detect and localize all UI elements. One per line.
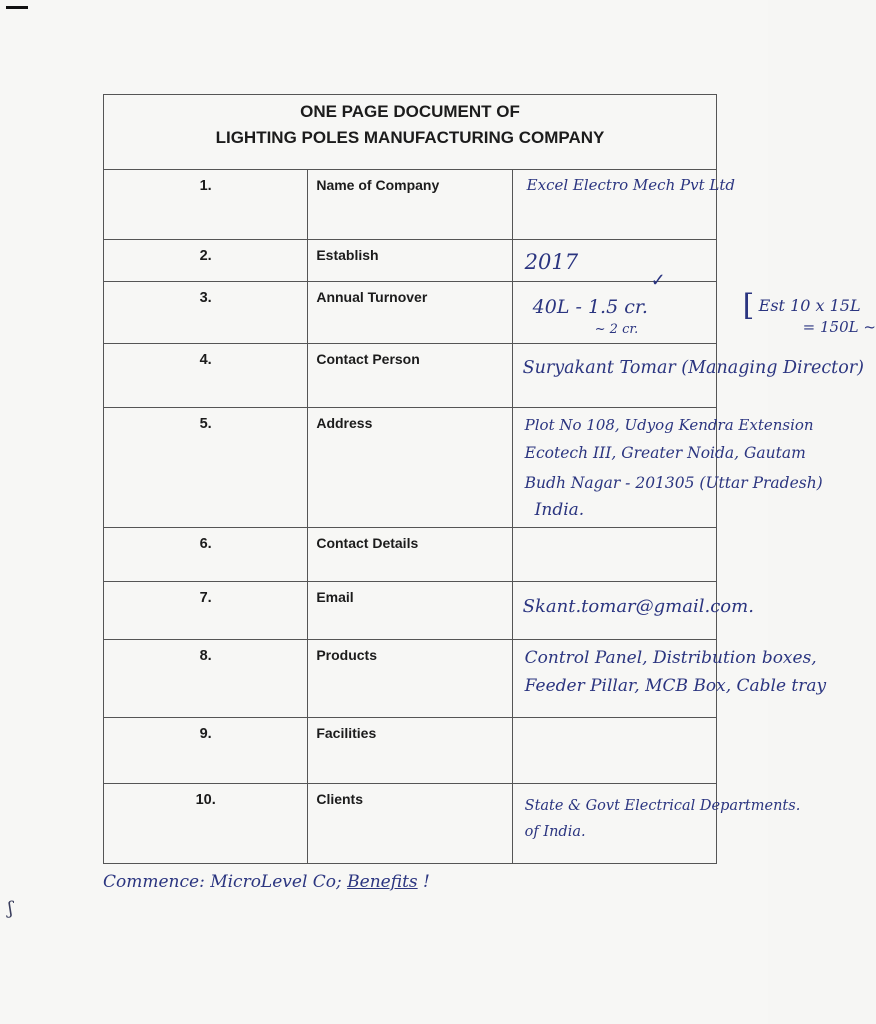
clients-value [512,784,801,864]
address-line: Ecotech III, Greater Noida, Gautam [524,444,806,462]
bracket-icon: [ [742,288,755,323]
row-number: 7. [104,582,308,640]
row-label: Facilities [308,718,512,784]
benefits-text: Benefits [347,872,418,892]
address-line: Budh Nagar - 201305 (Uttar Pradesh) [524,474,823,492]
row-label: Clients [308,784,512,864]
estimate-note-line-2: = 150L ~ [802,318,876,336]
row-number: 5. [104,408,308,528]
establish-year-text: 2017 [524,250,579,274]
table-row [104,784,717,864]
commence-note-text: Commence: MicroLevel Co; [103,872,342,892]
turnover-text: 40L - 1.5 cr. [532,296,648,318]
company-name-value [512,170,735,240]
facilities-value [512,718,716,784]
row-number: 2. [104,240,308,282]
turnover-value [512,270,876,344]
row-number: 9. [104,718,308,784]
clients-line: of India. [524,824,586,840]
company-name-text: Excel Electro Mech Pvt Ltd [526,176,735,194]
show-through-text [519,176,523,193]
table-row [104,528,717,582]
row-number: 8. [104,640,308,718]
row-label: Establish [308,240,512,282]
table-row [104,640,717,718]
table-row [104,344,717,408]
row-label: Contact Details [308,528,512,582]
table-row [104,240,717,282]
row-label: Email [308,582,512,640]
table-row [104,170,717,240]
document-title [104,95,717,170]
title-line-2: LIGHTING POLES MANUFACTURING COMPANY [215,128,605,147]
address-value [512,408,823,528]
scan-corner-mark [6,6,28,9]
title-line-1: ONE PAGE DOCUMENT OF [300,102,520,121]
clients-line: State & Govt Electrical Departments. [524,798,801,814]
contact-details-value [512,528,716,582]
row-label: Products [308,640,512,718]
email-value [512,582,754,640]
establish-value [512,240,716,282]
turnover-text-line2: ~ 2 cr. [594,322,639,337]
table-row [104,582,717,640]
products-line: Control Panel, Distribution boxes, [524,648,817,668]
estimate-note-line-1: Est 10 x 15L [758,296,861,315]
email-text: Skant.tomar@gmail.com. [522,596,754,617]
table-row [104,408,717,528]
row-label: Contact Person [308,344,512,408]
products-value [512,640,827,718]
table-row [104,718,717,784]
address-line: Plot No 108, Udyog Kendra Extension [524,416,814,434]
title-row [104,95,717,170]
products-line: Feeder Pillar, MCB Box, Cable tray [524,676,827,696]
table-row [104,282,717,344]
row-number: 3. [104,282,308,344]
address-line: India. [534,500,585,520]
row-label: Annual Turnover [308,282,512,344]
row-label: Name of Company [308,170,512,240]
row-number: 6. [104,528,308,582]
contact-person-value [512,344,864,408]
commence-note [103,872,430,892]
row-number: 1. [104,170,308,240]
contact-person-text: Suryakant Tomar (Managing Director) [522,358,864,378]
row-label: Address [308,408,512,528]
row-number: 10. [104,784,308,864]
commence-note-suffix: ! [423,872,430,892]
stray-pen-mark: ʃ [8,898,13,919]
company-profile-table [103,94,876,864]
check-mark-icon: ✓ [650,270,666,290]
row-number: 4. [104,344,308,408]
